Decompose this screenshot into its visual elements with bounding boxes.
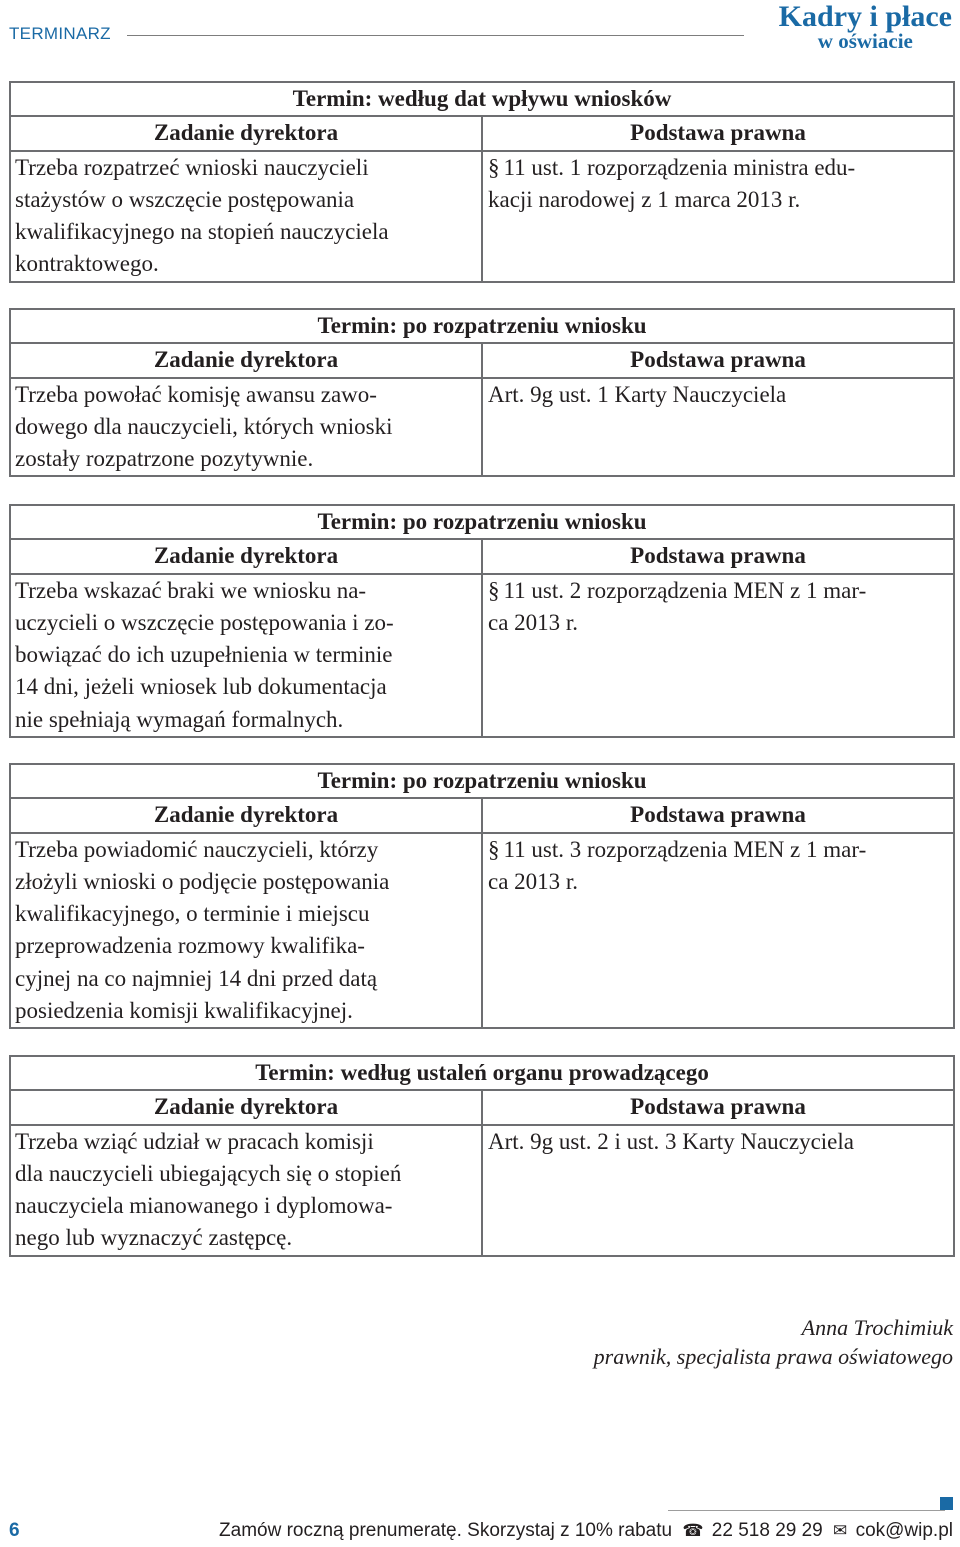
task-line: zostały rozpatrzone pozytywnie. <box>15 446 314 472</box>
task-line: 14 dni, jeżeli wniosek lub dokumentacja <box>15 674 387 700</box>
brand-logo <box>779 2 952 52</box>
table-title: Termin: po rozpatrzeniu wniosku <box>10 505 954 539</box>
basis-header: Podstawa prawna <box>482 539 954 573</box>
basis-header: Podstawa prawna <box>482 798 954 832</box>
basis-line: ca 2013 r. <box>488 868 579 894</box>
envelope-icon: ✉ <box>833 1521 848 1540</box>
task-line: Trzeba rozpatrzeć wnioski nauczycieli <box>15 154 369 180</box>
basis-line: Art. 9g ust. 1 Karty Nauczyciela <box>488 381 787 407</box>
basis-line: ca 2013 r. <box>488 609 579 635</box>
task-header: Zadanie dyrektora <box>10 343 482 377</box>
table-title: Termin: według ustaleń organu prowadzącego <box>10 1056 954 1090</box>
task-line: Trzeba wziąć udział w pracach komisji <box>15 1128 374 1154</box>
deadline-table-5 <box>9 1055 955 1257</box>
page-number: 6 <box>9 1520 20 1541</box>
phone-icon: ☎ <box>682 1521 704 1540</box>
author-name: Anna Trochimiuk <box>801 1315 953 1340</box>
table-title: Termin: po rozpatrzeniu wniosku <box>10 309 954 343</box>
basis-cell <box>482 574 954 737</box>
brand-sub: w oświacie <box>817 29 913 53</box>
task-line: kwalifikacyjnego, o terminie i miejscu <box>15 901 370 927</box>
deadline-table-4 <box>9 763 955 1029</box>
task-cell <box>10 151 482 282</box>
footer-square <box>940 1497 953 1510</box>
deadline-table-3 <box>9 504 955 738</box>
task-line: dla nauczycieli ubiegających się o stopień <box>15 1160 402 1186</box>
basis-line: kacji narodowej z 1 marca 2013 r. <box>488 186 801 212</box>
brand-main: Kadry i płace <box>778 0 952 33</box>
basis-header: Podstawa prawna <box>482 116 954 150</box>
task-line: kwalifikacyjnego na stopień nauczyciela <box>15 219 389 245</box>
section-symbol: § <box>488 577 500 603</box>
basis-line: § 11 ust. 1 rozporządzenia ministra edu- <box>488 154 856 180</box>
task-cell <box>10 833 482 1029</box>
section-symbol: § <box>488 836 500 862</box>
author-role: prawnik, specjalista prawa oświatowego <box>593 1344 953 1369</box>
deadline-table-2 <box>9 308 955 477</box>
task-line: dowego dla nauczycieli, których wnioski <box>15 413 393 439</box>
footer-promo <box>219 1520 953 1542</box>
section-symbol: § <box>488 154 500 180</box>
basis-cell <box>482 378 954 477</box>
task-line: uczycieli o wszczęcie postępowania i zo- <box>15 609 394 635</box>
task-line: Trzeba wskazać braki we wniosku na- <box>15 577 367 603</box>
footer-rule <box>668 1510 945 1511</box>
basis-cell <box>482 151 954 282</box>
task-line: nauczyciela mianowanego i dyplomowa- <box>15 1193 393 1219</box>
task-line: Trzeba powiadomić nauczycieli, którzy <box>15 836 379 862</box>
task-line: stażystów o wszczęcie postępowania <box>15 186 355 212</box>
header-rule <box>127 35 744 36</box>
task-cell <box>10 378 482 477</box>
table-title: Termin: po rozpatrzeniu wniosku <box>10 764 954 798</box>
task-line: bowiązać do ich uzupełnienia w terminie <box>15 642 393 668</box>
basis-line: § 11 ust. 3 rozporządzenia MEN z 1 mar- <box>488 836 867 862</box>
basis-line: § 11 ust. 2 rozporządzenia MEN z 1 mar- <box>488 577 867 603</box>
email-link[interactable]: cok@wip.pl <box>855 1520 953 1541</box>
section-label: TERMINARZ <box>9 24 111 43</box>
promo-text: Zamów roczną prenumeratę. Skorzystaj z 10% rabatu <box>219 1520 673 1541</box>
basis-cell <box>482 833 954 1029</box>
basis-header: Podstawa prawna <box>482 343 954 377</box>
task-line: nie spełniają wymagań formalnych. <box>15 706 344 732</box>
task-cell <box>10 574 482 737</box>
task-line: Trzeba powołać komisję awansu zawo- <box>15 381 377 407</box>
task-header: Zadanie dyrektora <box>10 798 482 832</box>
task-line: cyjnej na co najmniej 14 dni przed datą <box>15 965 378 991</box>
task-header: Zadanie dyrektora <box>10 539 482 573</box>
basis-line: Art. 9g ust. 2 i ust. 3 Karty Nauczyciela <box>488 1128 854 1154</box>
task-header: Zadanie dyrektora <box>10 1090 482 1124</box>
task-line: nego lub wyznaczyć zastępcę. <box>15 1225 293 1251</box>
basis-header: Podstawa prawna <box>482 1090 954 1124</box>
task-cell <box>10 1125 482 1256</box>
task-line: posiedzenia komisji kwalifikacyjnej. <box>15 998 353 1024</box>
basis-cell <box>482 1125 954 1256</box>
task-line: przeprowadzenia rozmowy kwalifika- <box>15 933 365 959</box>
task-header: Zadanie dyrektora <box>10 116 482 150</box>
phone-number: 22 518 29 29 <box>711 1520 823 1541</box>
author-signature <box>594 1313 953 1371</box>
deadline-table-1 <box>9 81 955 283</box>
task-line: złożyli wnioski o podjęcie postępowania <box>15 868 390 894</box>
task-line: kontraktowego. <box>15 251 159 277</box>
table-title: Termin: według dat wpływu wniosków <box>10 82 954 116</box>
